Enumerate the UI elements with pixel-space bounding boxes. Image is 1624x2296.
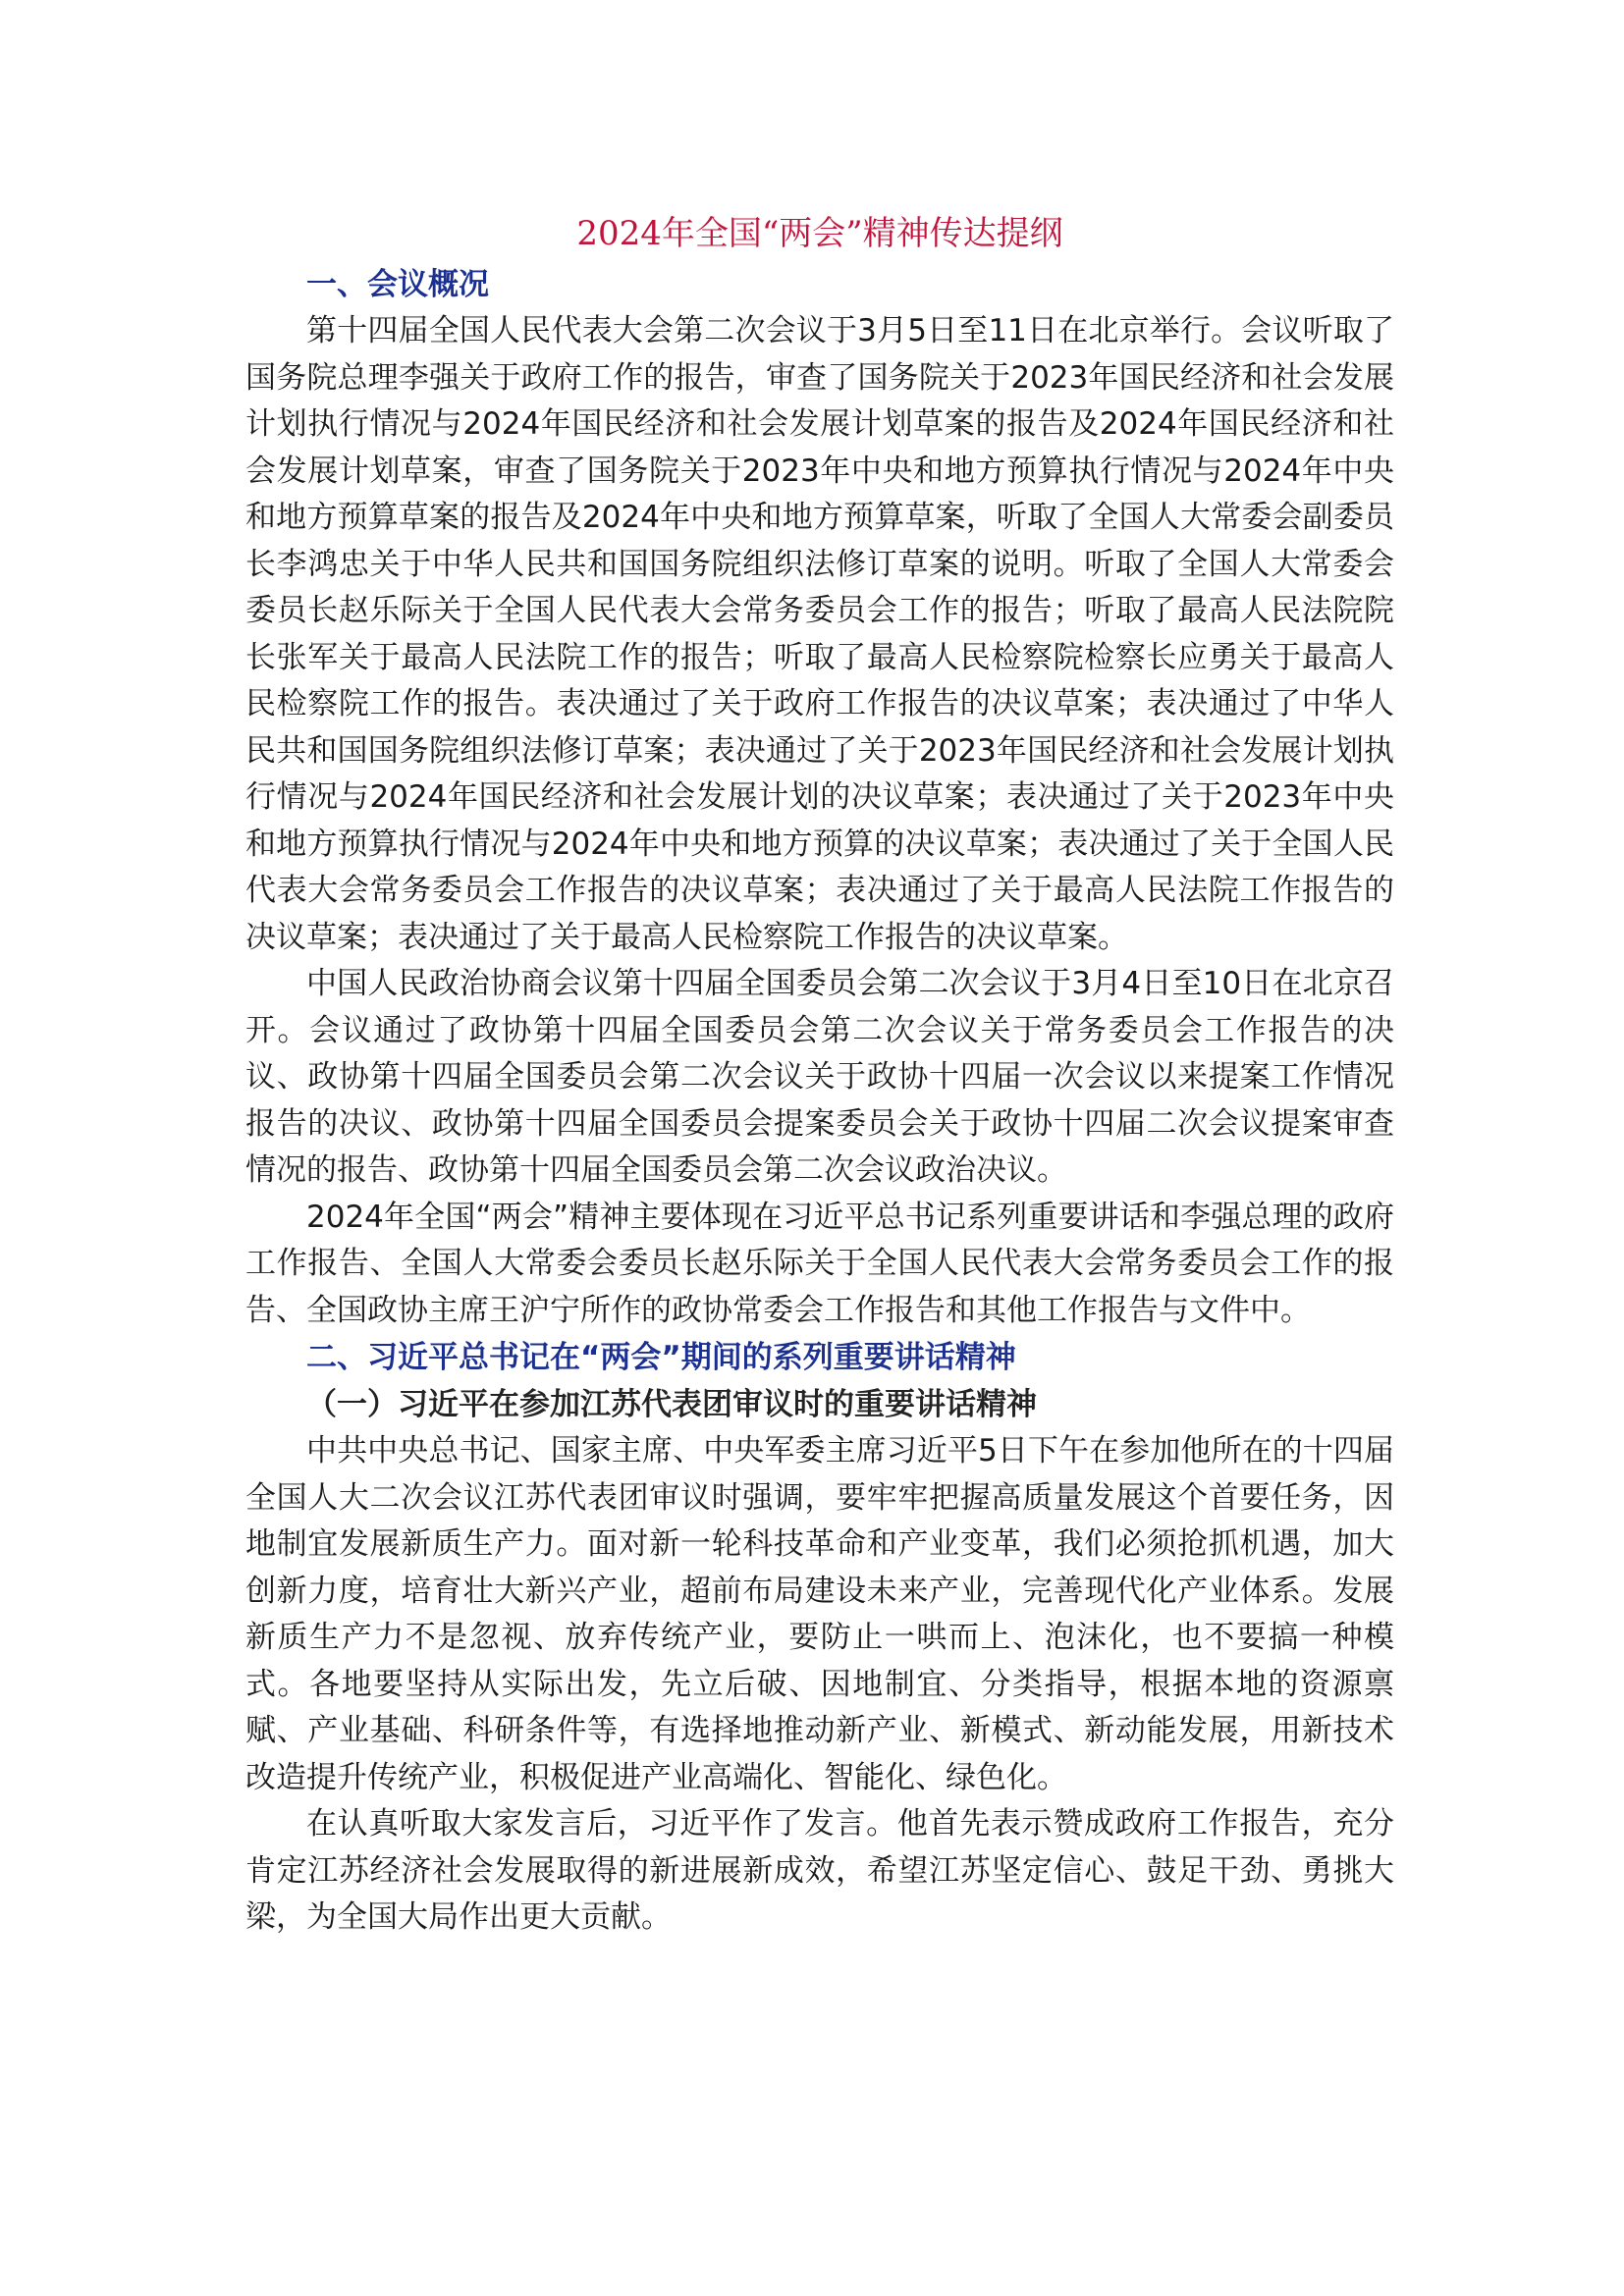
section-heading-speeches: 二、习近平总书记在“两会”期间的系列重要讲话精神 [306,1340,1016,1375]
paragraph-speech-remarks: 在认真听取大家发言后，习近平作了发言。他首先表示赞成政府工作报告，充分肯定江苏经济社会发展取得的新进展新成效，希望江苏坚定信心、鼓足干劲、勇挑大梁，为全国大局作出更大贡献。 [245,1806,1394,1935]
paragraph-npc-session: 第十四届全国人民代表大会第二次会议于3月5日至11日在北京举行。会议听取了国务院总理李强关于政府工作的报告，审查了国务院关于2023年国民经济和社会发展计划执行情况与2024年国民经济和社会发展计划草案的报告及2024年国民经济和社会发展计划草案，审查了国务院关于2023年中央和地方预算执行情况与2024年中央和地方预算草案的报告及2024年中央和地方预算草案，听取了全国人大常委会副委员长李鸿忠关于中华人民共和国国务院组织法修订草案的说明。听取了全国人大常委会委员长赵乐际关于全国人民代表大会常务委员会工作的报告；听取了最高人民法院院长张军关于最高人民法院工作的报告；听取了最高人民检察院检察长应勇关于最高人民检察院工作的报告。表决通过了关于政府工作报告的决议草案；表决通过了中华人民共和国国务院组织法修订草案；表决通过了关于2023年国民经济和社会发展计划执行情况与2024年国民经济和社会发展计划的决议草案；表决通过了关于2023年中央和地方预算执行情况与2024年中央和地方预算的决议草案；表决通过了关于全国人民代表大会常务委员会工作报告的决议草案；表决通过了关于最高人民法院工作报告的决议草案；表决通过了关于最高人民检察院工作报告的决议草案。 [245,313,1394,955]
section-heading-overview: 一、会议概况 [306,267,489,302]
subsection-heading-jiangsu: （一）习近平在参加江苏代表团审议时的重要讲话精神 [306,1387,1037,1422]
paragraph-spirit-summary: 2024年全国“两会”精神主要体现在习近平总书记系列重要讲话和李强总理的政府工作报告、全国人大常委会委员长赵乐际关于全国人民代表大会常务委员会工作的报告、全国政协主席王沪宁所作的政协常委会工作报告和其他工作报告与文件中。 [245,1199,1394,1328]
document-page [245,210,1394,1942]
paragraph-cppcc-session: 中国人民政治协商会议第十四届全国委员会第二次会议于3月4日至10日在北京召开。会议通过了政协第十四届全国委员会第二次会议关于常务委员会工作报告的决议、政协第十四届全国委员会第二次会议关于政协十四届一次会议以来提案工作情况报告的决议、政协第十四届全国委员会提案委员会关于政协十四届二次会议提案审查情况的报告、政协第十四届全国委员会第二次会议政治决议。 [245,966,1394,1188]
paragraph-jiangsu-review: 中共中央总书记、国家主席、中央军委主席习近平5日下午在参加他所在的十四届全国人大二次会议江苏代表团审议时强调，要牢牢把握高质量发展这个首要任务，因地制宜发展新质生产力。面对新一轮科技革命和产业变革，我们必须抢抓机遇，加大创新力度，培育壮大新兴产业，超前布局建设未来产业，完善现代化产业体系。发展新质生产力不是忽视、放弃传统产业，要防止一哄而上、泡沫化，也不要搞一种模式。各地要坚持从实际出发，先立后破、因地制宜、分类指导，根据本地的资源禀赋、产业基础、科研条件等，有选择地推动新产业、新模式、新动能发展，用新技术改造提升传统产业，积极促进产业高端化、智能化、绿色化。 [245,1433,1394,1795]
document-title: 2024年全国“两会”精神传达提纲 [576,214,1063,253]
